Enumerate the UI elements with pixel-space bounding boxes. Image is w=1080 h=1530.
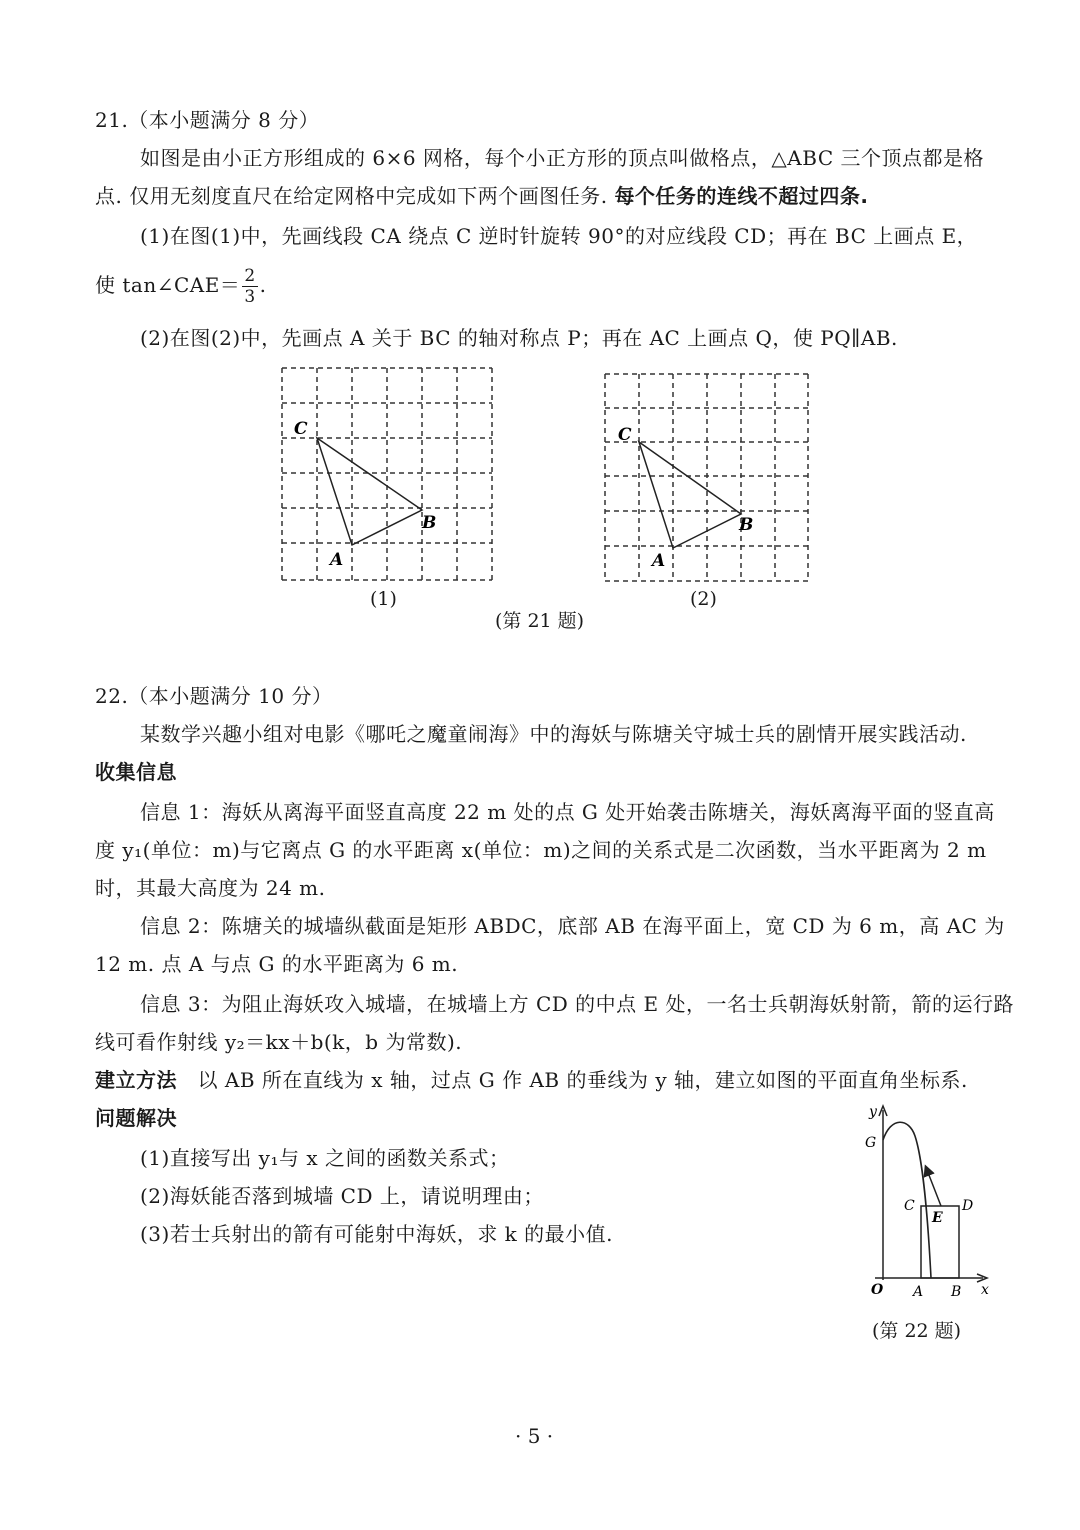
fig22-label-a: A <box>913 1284 924 1300</box>
q22-method <box>95 1066 968 1094</box>
q22-question2: (2)海妖能否落到城墙 CD 上，请说明理由； <box>140 1184 544 1208</box>
q22-section-solve: 问题解决 <box>95 1106 177 1130</box>
q21-figure-2 <box>593 366 833 606</box>
q22-info2-line2: 12 m. 点 A 与点 G 的水平距离为 6 m. <box>95 952 459 976</box>
point-c-label-2: C <box>618 425 632 445</box>
point-a-label-1: A <box>330 550 344 570</box>
q22-figure <box>855 1100 1005 1305</box>
q21-task2-line: (2)在图(2)中，先画点 A 关于 BC 的轴对称点 P；再在 AC 上画点 Q，使 PQ∥AB. <box>140 326 898 350</box>
q21-intro-emphasis: 每个任务的连线不超过四条. <box>614 184 869 208</box>
fig22-label-b: B <box>951 1284 962 1300</box>
fig22-label-e: E <box>932 1210 943 1226</box>
triangle-abc-2 <box>639 442 741 548</box>
q22-info1-line3: 时，其最大高度为 24 m. <box>95 876 326 900</box>
q22-method-text: 以 AB 所在直线为 x 轴，过点 G 作 AB 的垂线为 y 轴，建立如图的平面直角坐标系. <box>197 1068 968 1092</box>
fig22-label-c: C <box>904 1198 915 1214</box>
q21-figure-1 <box>270 360 510 600</box>
fig22-label-y: y <box>869 1104 877 1120</box>
grid-2 <box>605 374 808 581</box>
q21-intro-line1: 如图是由小正方形组成的 6×6 网格，每个小正方形的顶点叫做格点，△ABC 三个顶点都是格 <box>140 146 984 170</box>
q22-question1: (1)直接写出 y₁与 x 之间的函数关系式； <box>140 1146 510 1170</box>
q22-info1-line1: 信息 1：海妖从离海平面竖直高度 22 m 处的点 G 处开始袭击陈塘关，海妖离海平面的竖直高 <box>140 800 995 824</box>
grid-1 <box>282 368 492 580</box>
q21-fraction <box>242 266 257 307</box>
q21-task1-prefix: 使 tan∠CAE＝ <box>95 273 241 297</box>
q22-info3-line2: 线可看作射线 y₂＝kx＋b(k，b 为常数). <box>95 1030 463 1054</box>
fig22-label-x: x <box>981 1282 989 1298</box>
q21-task1-suffix: . <box>259 273 267 297</box>
q21-header: 21.（本小题满分 8 分） <box>95 108 320 132</box>
q22-info3-line1: 信息 3：为阻止海妖攻入城墙，在城墙上方 CD 的中点 E 处，一名士兵朝海妖射箭，箭的运行路 <box>140 992 1014 1016</box>
q21-fraction-numerator: 2 <box>244 266 256 286</box>
q21-fig2-caption: (2) <box>690 588 717 610</box>
q22-figure-caption: (第 22 题) <box>872 1320 962 1342</box>
q21-task1-line1: (1)在图(1)中，先画线段 CA 绕点 C 逆时针旋转 90°的对应线段 CD；再在 BC 上画点 E， <box>140 224 978 248</box>
q22-info2-line1: 信息 2：陈塘关的城墙纵截面是矩形 ABDC，底部 AB 在海平面上，宽 CD 为 6 m，高 AC 为 <box>140 914 1005 938</box>
q22-section-method: 建立方法 <box>95 1068 177 1092</box>
q21-intro-line2 <box>95 182 869 210</box>
q22-header: 22.（本小题满分 10 分） <box>95 684 333 708</box>
q22-intro: 某数学兴趣小组对电影《哪吒之魔童闹海》中的海妖与陈塘关守城士兵的剧情开展实践活动. <box>140 722 967 746</box>
page-number: · 5 · <box>515 1424 554 1448</box>
point-b-label-1: B <box>422 513 437 533</box>
fig22-label-o: O <box>871 1282 884 1298</box>
q21-fig1-caption: (1) <box>370 588 397 610</box>
triangle-abc-1 <box>317 438 422 545</box>
q22-info1-line2: 度 y₁(单位：m)与它离点 G 的水平距离 x(单位：m)之间的关系式是二次函数，当水平距离为 2 m <box>95 838 987 862</box>
fig22-label-g: G <box>865 1135 877 1151</box>
q21-intro-line2-text: 点. 仅用无刻度直尺在给定网格中完成如下两个画图任务. <box>95 184 615 208</box>
point-c-label-1: C <box>294 419 308 439</box>
q22-section-collect: 收集信息 <box>95 760 177 784</box>
q22-question3: (3)若士兵射出的箭有可能射中海妖，求 k 的最小值. <box>140 1222 614 1246</box>
point-a-label-2: A <box>652 551 666 571</box>
q21-fraction-denominator: 3 <box>244 287 256 307</box>
arrow-ray <box>927 1170 941 1206</box>
q21-figure-caption: (第 21 题) <box>495 610 585 632</box>
q21-task1-line2 <box>95 266 267 307</box>
fig22-label-d: D <box>962 1198 974 1214</box>
point-b-label-2: B <box>739 515 754 535</box>
